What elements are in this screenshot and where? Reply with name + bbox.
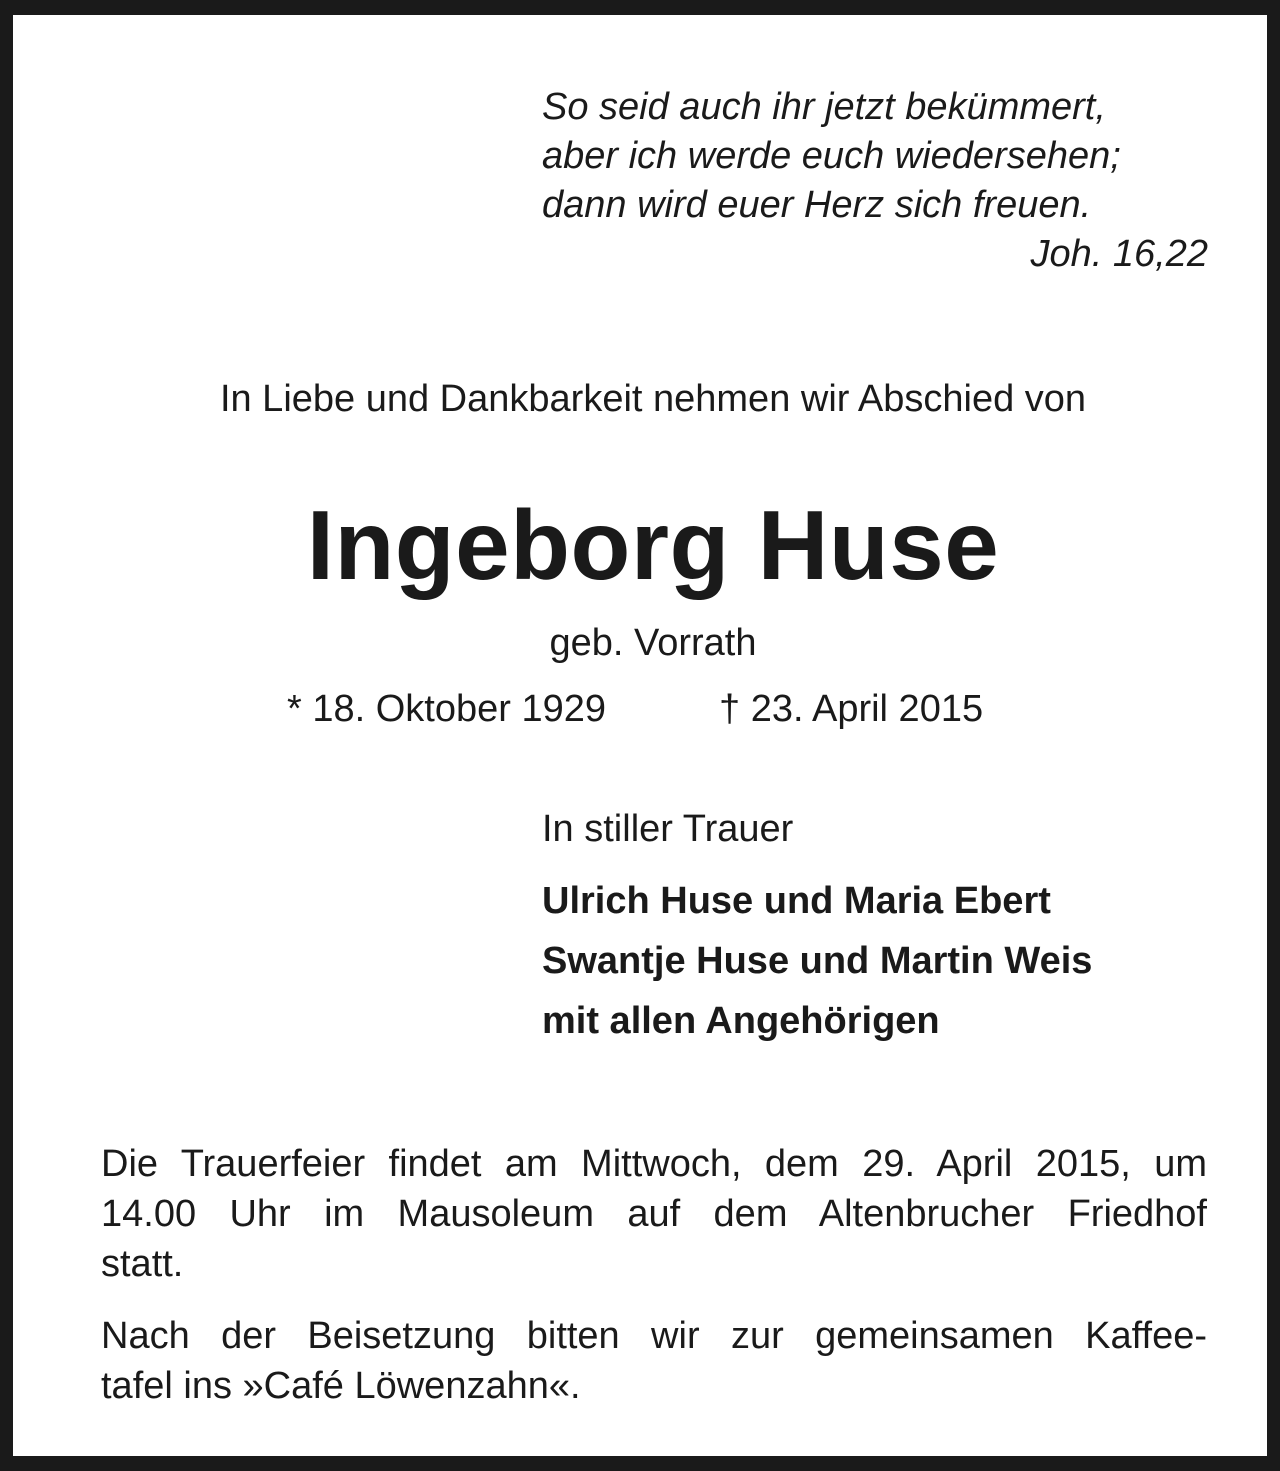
birth-name: geb. Vorrath [549,622,757,664]
deceased-name: Ingeborg Huse [306,490,1000,600]
verse-reference: Joh. 16,22 [1030,233,1208,275]
bible-verse [542,83,1210,279]
life-dates [287,687,1047,731]
family-member-1: Ulrich Huse und Maria Ebert [542,880,1051,922]
death-date: † 23. April 2015 [719,688,984,730]
family-member-2: Swantje Huse und Martin Weis [542,940,1093,982]
verse-line-2: aber ich werde euch wiedersehen; [542,135,1121,177]
funeral-notice-line-3: statt. [101,1243,184,1285]
farewell-intro: In Liebe und Dankbarkeit nehmen wir Abschied von [219,378,1087,420]
reception-notice-line-1: Nach der Beisetzung bitten wir zur gemeinsamen Kaffee- [101,1315,1207,1357]
funeral-notice-line-2: 14.00 Uhr im Mausoleum auf dem Altenbrucher Friedhof [101,1193,1207,1235]
verse-line-1: So seid auch ihr jetzt bekümmert, [542,86,1106,128]
funeral-notice [101,1139,1207,1289]
mourning-label: In stiller Trauer [542,808,794,850]
funeral-notice-line-1: Die Trauerfeier findet am Mittwoch, dem 29. April 2015, um [101,1143,1207,1185]
verse-line-3: dann wird euer Herz sich freuen. [542,184,1092,226]
birth-date: * 18. Oktober 1929 [287,688,606,730]
family-member-3: mit allen Angehörigen [542,1000,940,1042]
reception-notice-line-2: tafel ins »Café Löwenzahn«. [101,1365,581,1407]
family-list [542,871,1242,1051]
reception-notice [101,1311,1207,1411]
